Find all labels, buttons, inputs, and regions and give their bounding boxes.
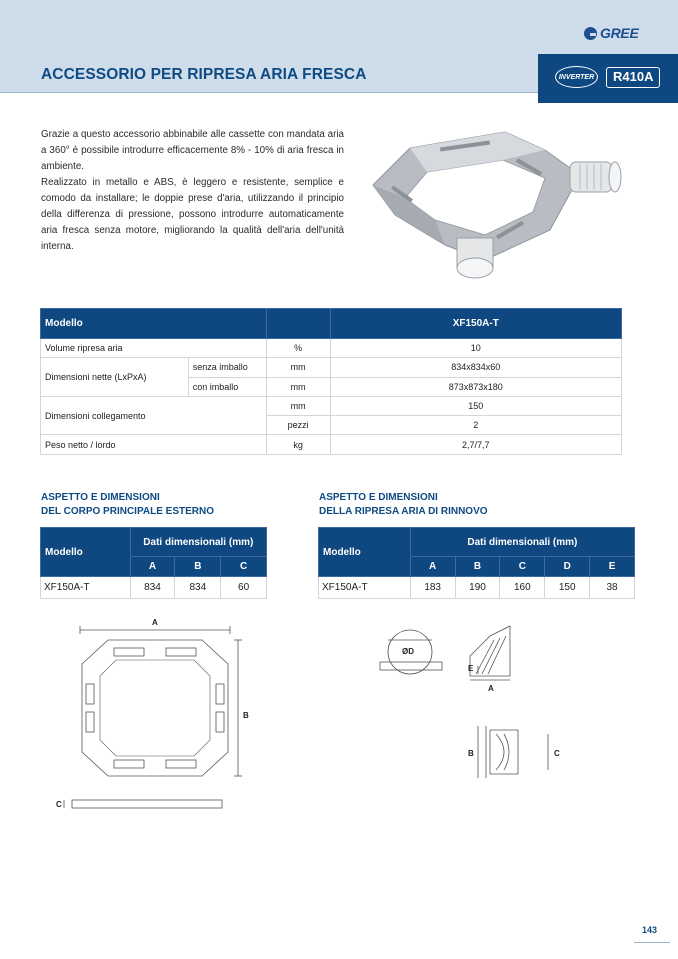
intro-paragraph-1: Grazie a questo accessorio abbinabile alle cassette con mandata aria a 360° è possibile introdurre efficacemente 8% - 10% di aria fresca in ambiente.: [41, 129, 344, 172]
right-dim-group-label: Dati dimensionali (mm): [410, 528, 634, 557]
main-dim-b-label: B: [243, 711, 249, 720]
left-dim-col-a: A: [130, 557, 175, 577]
page-title: ACCESSORIO PER RIPRESA ARIA FRESCA: [41, 66, 367, 83]
table-row: [41, 358, 622, 377]
right-dim-col-c: C: [500, 557, 545, 577]
peso-value: 2,7/7,7: [330, 435, 621, 454]
left-dim-model-label: Modello: [41, 528, 131, 577]
air-inlet-front: [457, 238, 493, 278]
table-row: [41, 577, 267, 599]
spec-header-model: XF150A-T: [330, 309, 621, 339]
right-dim-header-row: [319, 528, 635, 557]
left-dim-value-a: 834: [130, 577, 175, 599]
left-dim-header-row: [41, 528, 267, 557]
peso-unit: kg: [266, 435, 330, 454]
intro-text: [41, 127, 344, 255]
main-body-drawing: [50, 612, 260, 822]
right-dim-value-c: 160: [500, 577, 545, 599]
page-number: 143: [642, 925, 658, 935]
right-dim-value-b: 190: [455, 577, 500, 599]
intake-dim-a-label: A: [488, 684, 494, 693]
intake-dim-d-label: ØD: [402, 647, 414, 656]
dim-nette-value1: 834x834x60: [330, 358, 621, 377]
volume-value: 10: [330, 339, 621, 358]
right-dim-col-e: E: [590, 557, 635, 577]
left-dim-model: XF150A-T: [41, 577, 131, 599]
left-dim-col-b: B: [175, 557, 221, 577]
right-section-heading: [319, 491, 488, 519]
table-row: [41, 396, 622, 415]
intro-paragraph-2: Realizzato in metallo e ABS, è leggero e resistente, semplice e comodo da installare; le doppie prese d'aria, utilizzando il principio della differenza di pressione, possono introdurre automaticamente aria fresca senza motore, migliorando la qualità dell'aria dell'unità interna.: [41, 177, 344, 252]
header-divider: [0, 92, 538, 93]
table-row: [41, 435, 622, 454]
air-intake-drawing: [370, 618, 560, 808]
collegamento-value1: 150: [330, 396, 621, 415]
table-row: [319, 577, 635, 599]
page-number-line: [634, 942, 670, 943]
intake-dim-e-label: E: [468, 664, 474, 673]
dim-nette-sub2: con imballo: [188, 377, 266, 396]
collegamento-unit1: mm: [266, 396, 330, 415]
right-dim-value-a: 183: [410, 577, 455, 599]
peso-label: Peso netto / lordo: [41, 435, 267, 454]
right-dim-col-d: D: [545, 557, 590, 577]
dim-nette-value2: 873x873x180: [330, 377, 621, 396]
right-heading-line2: DELLA RIPRESA ARIA DI RINNOVO: [319, 506, 488, 517]
intake-dim-b-label: B: [468, 749, 474, 758]
intake-dim-c-label: C: [554, 749, 560, 758]
spec-header-row: [41, 309, 622, 339]
refrigerant-badge: R410A: [606, 67, 660, 88]
inverter-badge: INVERTER: [555, 66, 598, 88]
main-dim-a-label: A: [152, 618, 158, 627]
air-inlet-right: [570, 162, 621, 192]
volume-label: Volume ripresa aria: [41, 339, 267, 358]
gree-logo: [584, 25, 638, 41]
gree-logo-icon: [584, 27, 597, 40]
left-dim-col-c: C: [221, 557, 267, 577]
left-dim-value-c: 60: [221, 577, 267, 599]
main-dim-c-label: C: [56, 800, 62, 809]
spec-header-label: Modello: [41, 309, 267, 339]
left-dim-group-label: Dati dimensionali (mm): [130, 528, 266, 557]
spec-table: [40, 308, 622, 455]
collegamento-value2: 2: [330, 416, 621, 435]
left-section-heading: [41, 491, 214, 519]
volume-unit: %: [266, 339, 330, 358]
collegamento-label: Dimensioni collegamento: [41, 396, 267, 435]
dim-nette-sub1: senza imballo: [188, 358, 266, 377]
right-dim-value-e: 38: [590, 577, 635, 599]
dim-nette-unit2: mm: [266, 377, 330, 396]
table-row: [41, 339, 622, 358]
right-dimension-table: [318, 527, 635, 599]
left-heading-line1: ASPETTO E DIMENSIONI: [41, 492, 160, 503]
dim-nette-unit1: mm: [266, 358, 330, 377]
collegamento-unit2: pezzi: [266, 416, 330, 435]
right-dim-model: XF150A-T: [319, 577, 411, 599]
right-dim-model-label: Modello: [319, 528, 411, 577]
left-heading-line2: DEL CORPO PRINCIPALE ESTERNO: [41, 506, 214, 517]
left-dimension-table: [40, 527, 267, 599]
gree-logo-text: GREE: [600, 25, 639, 41]
spec-header-unit: [266, 309, 330, 339]
left-dim-value-b: 834: [175, 577, 221, 599]
right-dim-col-b: B: [455, 557, 500, 577]
dim-nette-label: Dimensioni nette (LxPxA): [41, 358, 189, 397]
right-dim-col-a: A: [410, 557, 455, 577]
right-dim-value-d: 150: [545, 577, 590, 599]
right-heading-line1: ASPETTO E DIMENSIONI: [319, 492, 438, 503]
product-photo: [365, 120, 635, 280]
